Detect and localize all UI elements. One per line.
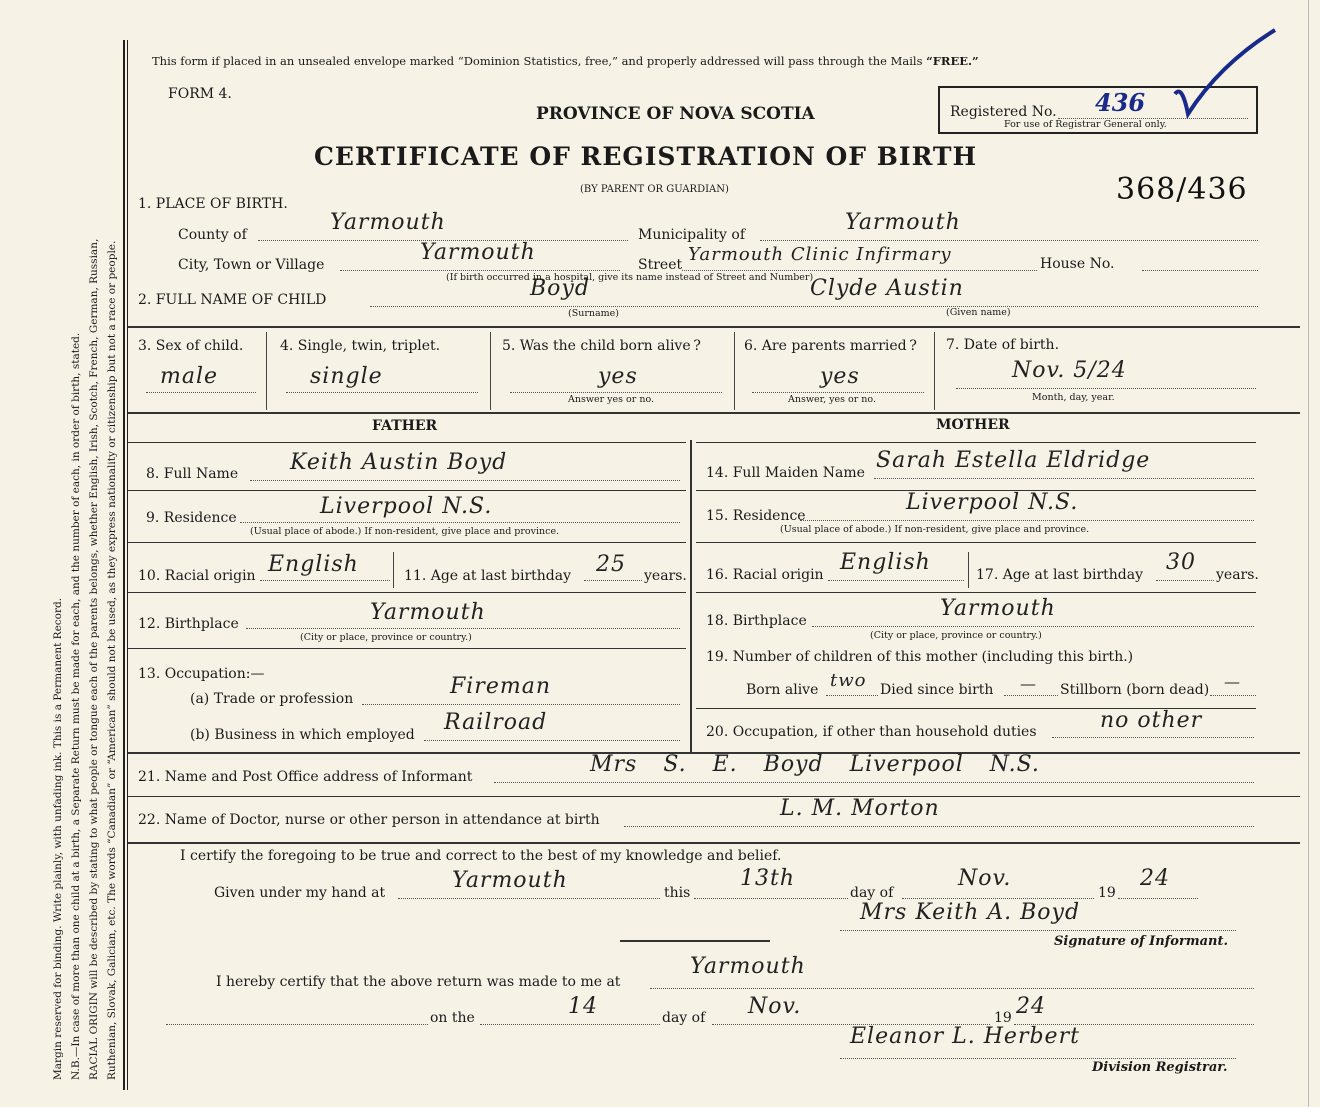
margin-note-4: Ruthenian, Slovak, Galician, etc. The words “Canadian” or “American” should not be used, as they express nationality or citizenship but not a race or people. [106, 240, 118, 1080]
father-birthplace-value: Yarmouth [370, 600, 486, 625]
margin-rule-inner [127, 40, 128, 1090]
mother-age-unit: years. [1216, 567, 1259, 583]
checkmark-icon [1170, 24, 1280, 124]
margin-note-1: Margin reserved for binding. Write plainly, with unfading ink. This is a Permanent Record. [52, 597, 64, 1080]
county-value: Yarmouth [330, 210, 446, 235]
mother-residence-value: Liverpool N.S. [906, 490, 1079, 515]
street-label: Street [638, 257, 683, 273]
mother-birthplace-label: 18. Birthplace [706, 613, 807, 629]
registrar-signature: Eleanor L. Herbert [850, 1024, 1080, 1049]
hospital-note: (If birth occurred in a hospital, give its name instead of Street and Number) [446, 272, 814, 283]
form-number: FORM 4. [168, 86, 232, 102]
father-age-unit: years. [644, 568, 687, 584]
registered-label: Registered No. [950, 104, 1057, 120]
reg-year-value: 24 [1016, 994, 1046, 1019]
born-alive-count-value: two [830, 670, 867, 691]
year-prefix-1: 19 [1098, 885, 1116, 901]
dob-value: Nov. 5/24 [1012, 358, 1127, 383]
mother-maiden-label: 14. Full Maiden Name [706, 465, 865, 481]
signature-informant-label: Signature of Informant. [1054, 934, 1228, 949]
occupation-label: 13. Occupation:— [138, 666, 265, 682]
page-subtitle: (BY PARENT OR GUARDIAN) [580, 184, 729, 195]
mother-occupation-label: 20. Occupation, if other than household duties [706, 724, 1037, 740]
reg-month-value: Nov. [748, 994, 802, 1019]
given-under-label: Given under my hand at [214, 885, 386, 901]
business-value: Railroad [444, 710, 548, 735]
born-alive-value: yes [598, 364, 638, 389]
municipality-label: Municipality of [638, 227, 746, 243]
page-title: CERTIFICATE OF REGISTRATION OF BIRTH [314, 142, 978, 171]
single-label: 4. Single, twin, triplet. [280, 338, 441, 354]
father-heading: FATHER [372, 418, 438, 434]
sex-value: male [160, 364, 219, 389]
mail-notice: This form if placed in an unsealed envelope marked “Dominion Statistics, free,” and properly addressed will pass through the Mails “FREE.” [152, 54, 979, 68]
file-number: 368/436 [1116, 172, 1248, 207]
father-name-value: Keith Austin Boyd [290, 450, 508, 475]
trade-value: Fireman [450, 674, 551, 699]
father-birthplace-label: 12. Birthplace [138, 616, 239, 632]
margin-note-3: RACIAL ORIGIN will be described by stating to what people or tongue each of the parents belongs, whether English, Irish, Scotch, French, German, Russian, [88, 238, 100, 1080]
on-the-label: on the [430, 1010, 475, 1026]
this-label: this [664, 885, 691, 901]
children-label: 19. Number of children of this mother (including this birth.) [706, 649, 1134, 665]
given-name-value: Clyde Austin [810, 276, 964, 301]
margin-note-2: N.B.—In case of more than one child at a birth, a Separate Return must be made for each, and the number of each, in order of birth, stated. [70, 332, 82, 1080]
sex-label: 3. Sex of child. [138, 338, 244, 354]
doctor-value: L. M. Morton [780, 796, 940, 821]
answer-note-6: Answer, yes or no. [788, 394, 877, 405]
mother-maiden-value: Sarah Estella Eldridge [876, 448, 1151, 473]
registrar-note: For use of Registrar General only. [1004, 119, 1167, 130]
died-since-value: — [1020, 674, 1037, 693]
house-label: House No. [1040, 256, 1115, 272]
died-since-label: Died since birth [880, 682, 994, 698]
registered-number: 436 [1095, 88, 1146, 117]
street-value: Yarmouth Clinic Infirmary [688, 244, 952, 265]
full-name-label: 2. FULL NAME OF CHILD [138, 292, 327, 308]
mother-age-label: 17. Age at last birthday [976, 567, 1144, 583]
father-racial-label: 10. Racial origin [138, 568, 256, 584]
mother-racial-value: English [840, 550, 931, 575]
born-alive-label: 5. Was the child born alive ? [502, 338, 701, 354]
married-value: yes [820, 364, 860, 389]
surname-value: Boyd [530, 276, 590, 301]
mother-occupation-value: no other [1100, 708, 1203, 733]
given-at-value: Yarmouth [452, 868, 568, 893]
father-birthplace-note: (City or place, province or country.) [300, 632, 472, 643]
surname-note: (Surname) [568, 308, 619, 319]
certify-text: I certify the foregoing to be true and correct to the best of my knowledge and belief. [180, 848, 782, 864]
father-age-value: 25 [596, 552, 626, 577]
margin-rule [123, 40, 125, 1090]
mother-heading: MOTHER [936, 417, 1010, 433]
municipality-value: Yarmouth [845, 210, 961, 235]
county-label: County of [178, 227, 247, 243]
registered-at-value: Yarmouth [690, 954, 806, 979]
mother-birthplace-value: Yarmouth [940, 596, 1056, 621]
doctor-label: 22. Name of Doctor, nurse or other person in attendance at birth [138, 812, 600, 828]
mother-residence-label: 15. Residence [706, 508, 806, 524]
single-value: single [310, 364, 383, 389]
father-residence-value: Liverpool N.S. [320, 494, 493, 519]
trade-label: (a) Trade or profession [190, 691, 354, 707]
mother-racial-label: 16. Racial origin [706, 567, 824, 583]
stillborn-label: Stillborn (born dead) [1060, 682, 1210, 698]
father-residence-note: (Usual place of abode.) If non-resident, give place and province. [250, 526, 560, 537]
informant-label: 21. Name and Post Office address of Informant [138, 769, 473, 785]
year-prefix-2: 19 [994, 1010, 1012, 1026]
dob-label: 7. Date of birth. [946, 337, 1060, 353]
mother-birthplace-note: (City or place, province or country.) [870, 630, 1042, 641]
business-label: (b) Business in which employed [190, 727, 415, 743]
given-year-value: 24 [1140, 866, 1170, 891]
informant-value: Mrs S. E. Boyd Liverpool N.S. [590, 752, 1040, 777]
province-heading: PROVINCE OF NOVA SCOTIA [536, 104, 815, 124]
division-registrar-label: Division Registrar. [1092, 1060, 1228, 1075]
father-residence-label: 9. Residence [146, 510, 237, 526]
father-age-label: 11. Age at last birthday [404, 568, 572, 584]
father-name-label: 8. Full Name [146, 466, 239, 482]
city-label: City, Town or Village [178, 257, 325, 273]
day-of-label: day of [850, 885, 894, 901]
given-month-value: Nov. [958, 866, 1012, 891]
mother-residence-note: (Usual place of abode.) If non-resident, give place and province. [780, 524, 1090, 535]
city-value: Yarmouth [420, 240, 536, 265]
married-label: 6. Are parents married ? [744, 338, 917, 354]
given-name-note: (Given name) [946, 307, 1011, 318]
informant-signature: Mrs Keith A. Boyd [860, 900, 1081, 925]
father-racial-value: English [268, 552, 359, 577]
reg-day-value: 14 [568, 994, 598, 1019]
born-alive-count-label: Born alive [746, 682, 819, 698]
place-of-birth-label: 1. PLACE OF BIRTH. [138, 196, 288, 212]
dob-note: Month, day, year. [1032, 392, 1115, 403]
hereby-text: I hereby certify that the above return was made to me at [216, 974, 621, 990]
mother-age-value: 30 [1166, 550, 1196, 575]
given-day-value: 13th [740, 866, 796, 891]
answer-note-5: Answer yes or no. [568, 394, 655, 405]
stillborn-value: — [1224, 672, 1241, 691]
day-of-label-2: day of [662, 1010, 706, 1026]
